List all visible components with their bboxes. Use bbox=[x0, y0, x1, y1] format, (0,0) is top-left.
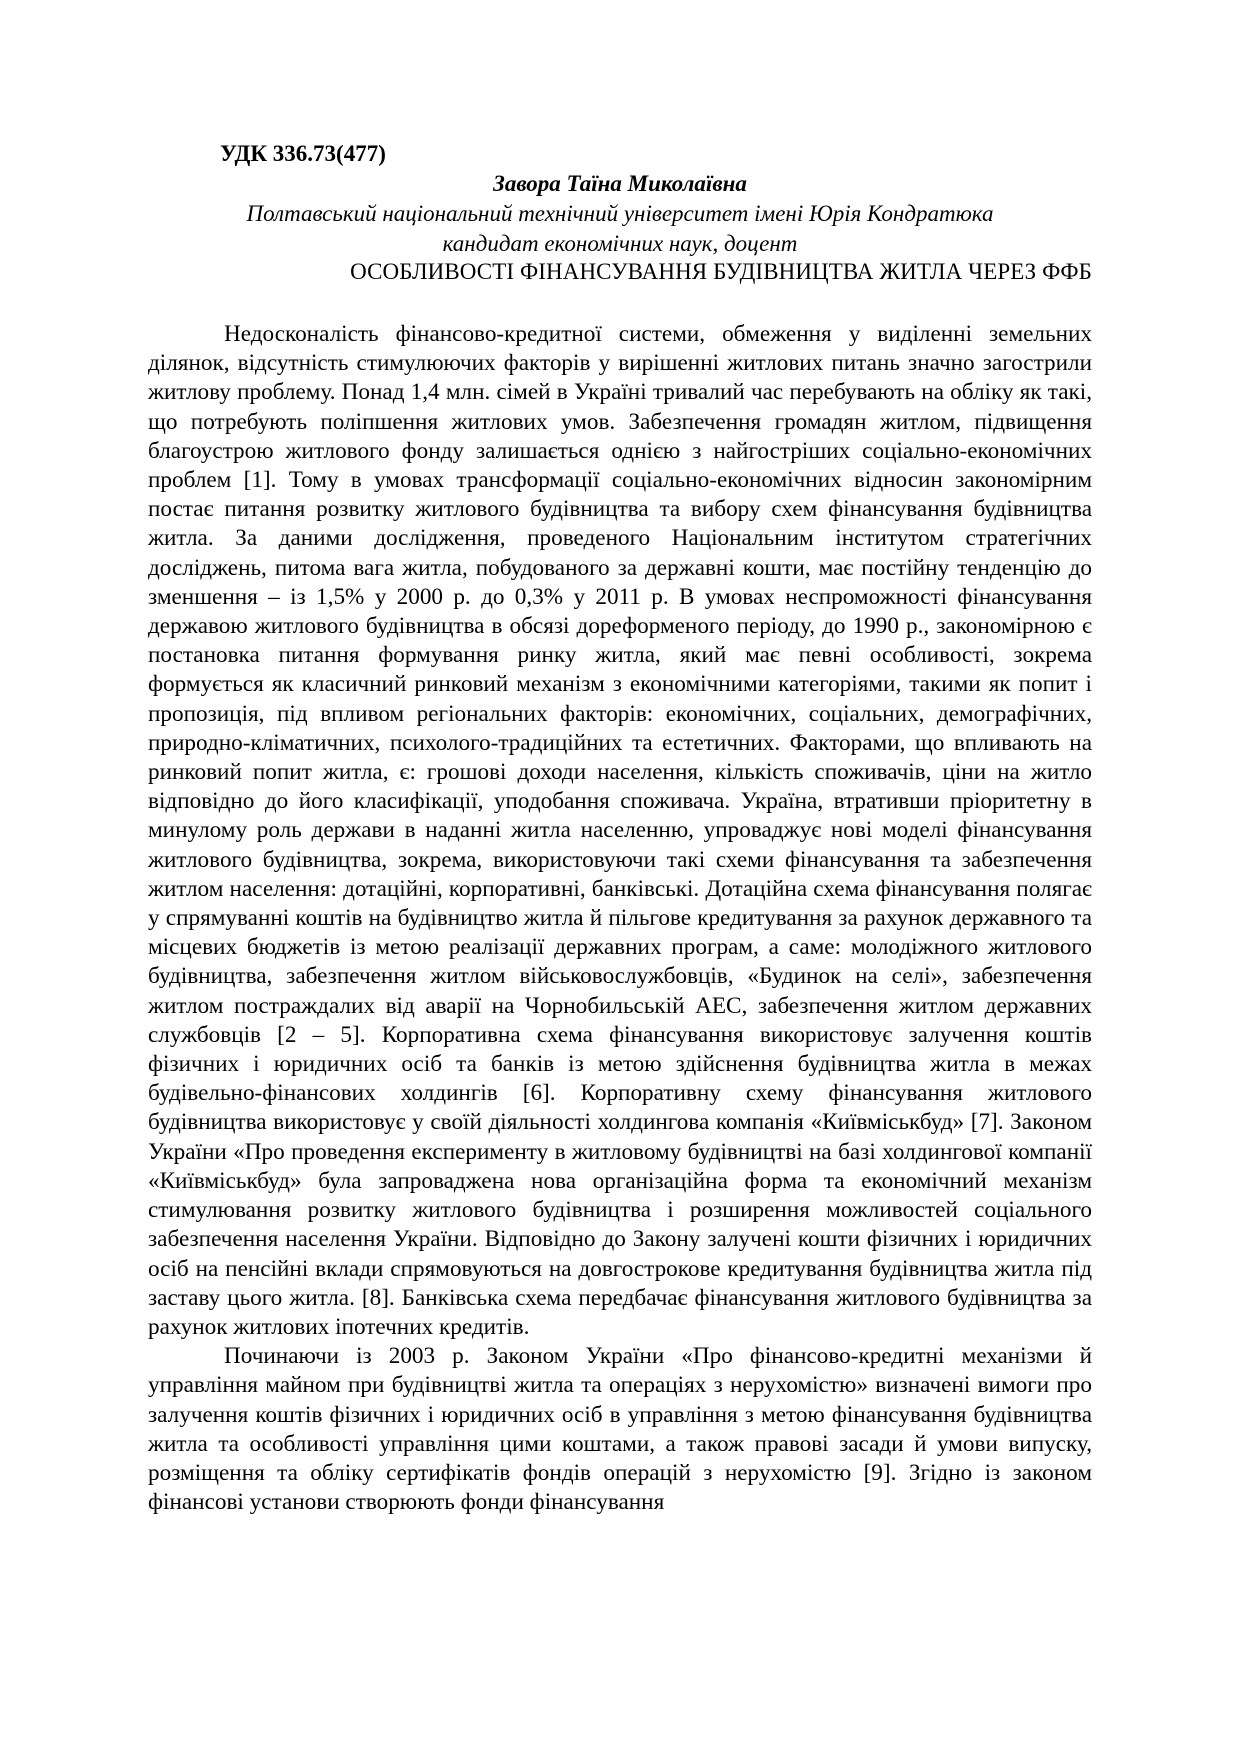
body-paragraph: Недосконалість фінансово-кредитної системи, обмеження у виділенні земельних ділянок, відсутність стимулюючих факторів у вирішенні житлових питань значно загострили житлову проблему. Понад 1,4 млн. сімей в Україні тривалий час перебувають на обліку як такі, що потребують поліпшення житлових умов. Забезпечення громадян житлом, підвищення благоустрою житлового фонду залишається однією з найгостріших соціально-економічних проблем [1]. Тому в умовах трансформації соціально-економічних відносин закономірним постає питання розвитку житлового будівництва та вибору схем фінансування будівництва житла. За даними дослідження, проведеного Національним інститутом стратегічних досліджень, питома вага житла, побудованого за державні кошти, має постійну тенденцію до зменшення – із 1,5% у 2000 р. до 0,3% у 2011 р. В умовах неспроможності фінансування державою житлового будівництва в обсязі дореформеного періоду, до 1990 р., закономірною є постановка питання формування ринку житла, який має певні особливості, зокрема формується як класичний ринковий механізм з економічними категоріями, такими як попит і пропозиція, під впливом регіональних факторів: економічних, соціальних, демографічних, природно-кліматичних, психолого-традиційних та естетичних. Факторами, що впливають на ринковий попит житла, є: грошові доходи населення, кількість споживачів, ціни на житло відповідно до його класифікації, уподобання споживача. Україна, втративши пріоритетну в минулому роль держави в наданні житла населенню, упроваджує нові моделі фінансування житлового будівництва, зокрема, використовуючи такі схеми фінансування та забезпечення житлом населення: дотаційні, корпоративні, банківські. Дотаційна схема фінансування полягає у спрямуванні коштів на будівництво житла й пільгове кредитування за рахунок державного та місцевих бюджетів із метою реалізації державних програм, а саме: молодіжного житлового будівництва, забезпечення житлом військовослужбовців, «Будинок на селі», забезпечення житлом постраждалих від аварії на Чорнобильській АЕС, забезпечення житлом державних службовців [2 – 5]. Корпоративна схема фінансування використовує залучення коштів фізичних і юридичних осіб та банків із метою здійснення будівництва житла в межах будівельно-фінансових холдингів [6]. Корпоративну схему фінансування житлового будівництва використовує у своїй діяльності холдингова компанія «Київміськбуд» [7]. Законом України «Про проведення експерименту в житловому будівництві на базі холдингової компанії «Київміськбуд» була запроваджена нова організаційна форма та економічний механізм стимулювання розвитку житлового будівництва і розширення можливостей соціального забезпечення населення України. Відповідно до Закону залучені кошти фізичних і юридичних осіб на пенсійні вклади спрямовуються на довгострокове кредитування будівництва житла під заставу цього житла. [8]. Банківська схема передбачає фінансування житлового будівництва за рахунок житлових іпотечних кредитів. bbox=[148, 321, 1092, 1340]
author-degree: кандидат економічних наук, доцент bbox=[442, 231, 798, 256]
article-body bbox=[148, 320, 1092, 1517]
udk-code: УДК 336.73(477) bbox=[220, 141, 386, 166]
article-title: ОСОБЛИВОСТІ ФІНАНСУВАННЯ БУДІВНИЦТВА ЖИТЛА ЧЕРЕЗ ФФБ bbox=[350, 259, 1092, 284]
body-paragraph: Починаючи із 2003 р. Законом України «Про фінансово-кредитні механізми й управління майном при будівництві житла та операціях з нерухомістю» визначені вимоги про залучення коштів фізичних і юридичних осіб в управління з метою фінансування будівництва житла та особливості управління цими коштами, а також правові засади й умови випуску, розміщення та обліку сертифікатів фондів операцій з нерухомістю [9]. Згідно із законом фінансові установи створюють фонди фінансування bbox=[148, 1343, 1092, 1516]
author-affiliation: Полтавський національний технічний університет імені Юрія Кондратюка bbox=[246, 201, 994, 226]
author-name: Завора Таїна Миколаївна bbox=[493, 171, 747, 196]
